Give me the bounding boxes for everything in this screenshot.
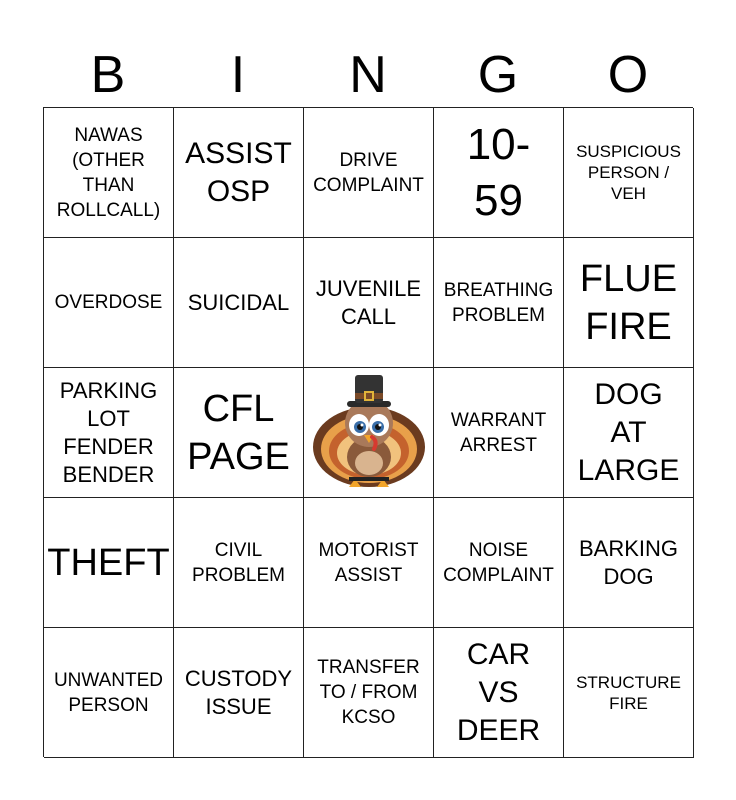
bingo-cell[interactable]	[304, 238, 434, 368]
cell-label: CAR VS DEER	[456, 637, 541, 747]
pilgrim-turkey-icon	[309, 371, 429, 495]
cell-label: OVERDOSE	[54, 292, 163, 313]
bingo-cell[interactable]	[174, 368, 304, 498]
cell-label: THEFT	[47, 541, 170, 584]
bingo-header	[43, 42, 693, 108]
cell-label: BREATHING PROBLEM	[443, 279, 554, 326]
bingo-cell[interactable]	[434, 238, 564, 368]
cell-label: FLUE FIRE	[579, 257, 678, 348]
cell-label: ASSIST OSP	[185, 136, 292, 208]
cell-label: 10- 59	[466, 119, 531, 225]
bingo-cell[interactable]	[564, 238, 694, 368]
cell-label: TRANSFER TO / FROM KCSO	[317, 657, 420, 728]
bingo-cell[interactable]	[564, 628, 694, 758]
bingo-card	[43, 107, 693, 757]
bingo-cell[interactable]	[434, 368, 564, 498]
cell-label: DOG AT LARGE	[577, 377, 680, 487]
bingo-cell[interactable]	[304, 498, 434, 628]
cell-label: PARKING LOT FENDER BENDER	[59, 377, 158, 487]
bingo-cell[interactable]	[174, 238, 304, 368]
bingo-cell[interactable]	[174, 628, 304, 758]
cell-label: CFL PAGE	[187, 387, 290, 478]
bingo-cell[interactable]	[564, 368, 694, 498]
cell-label: NAWAS (OTHER THAN ROLLCALL)	[56, 124, 161, 221]
cell-label: UNWANTED PERSON	[53, 669, 164, 716]
cell-label: NOISE COMPLAINT	[443, 539, 554, 586]
cell-label: SUSPICIOUS PERSON / VEH	[576, 142, 681, 203]
bingo-cell[interactable]	[434, 108, 564, 238]
header-letter-i: I	[230, 46, 246, 104]
cell-label: BARKING DOG	[578, 535, 679, 589]
bingo-cell[interactable]	[174, 498, 304, 628]
cell-label: SUICIDAL	[187, 289, 290, 315]
bingo-cell[interactable]	[174, 108, 304, 238]
header-letter-g: G	[477, 46, 519, 104]
cell-label: CUSTODY ISSUE	[184, 665, 293, 719]
bingo-cell[interactable]	[434, 628, 564, 758]
header-letter-n: N	[349, 46, 387, 104]
cell-label: DRIVE COMPLAINT	[313, 149, 424, 196]
cell-label: WARRANT ARREST	[450, 409, 547, 456]
bingo-cell[interactable]	[44, 628, 174, 758]
cell-label: CIVIL PROBLEM	[192, 539, 285, 586]
bingo-cell[interactable]	[564, 498, 694, 628]
bingo-cell[interactable]	[44, 498, 174, 628]
bingo-cell[interactable]	[564, 108, 694, 238]
cell-label: JUVENILE CALL	[315, 275, 422, 329]
cell-label: STRUCTURE FIRE	[576, 672, 681, 713]
bingo-cell[interactable]	[44, 238, 174, 368]
header-letter-b: B	[90, 46, 126, 104]
header-letter-o: O	[607, 46, 649, 104]
bingo-cell[interactable]	[434, 498, 564, 628]
free-space[interactable]	[304, 368, 434, 498]
bingo-cell[interactable]	[304, 108, 434, 238]
bingo-cell[interactable]	[44, 108, 174, 238]
cell-label: MOTORIST ASSIST	[318, 539, 419, 586]
bingo-cell[interactable]	[44, 368, 174, 498]
bingo-cell[interactable]	[304, 628, 434, 758]
